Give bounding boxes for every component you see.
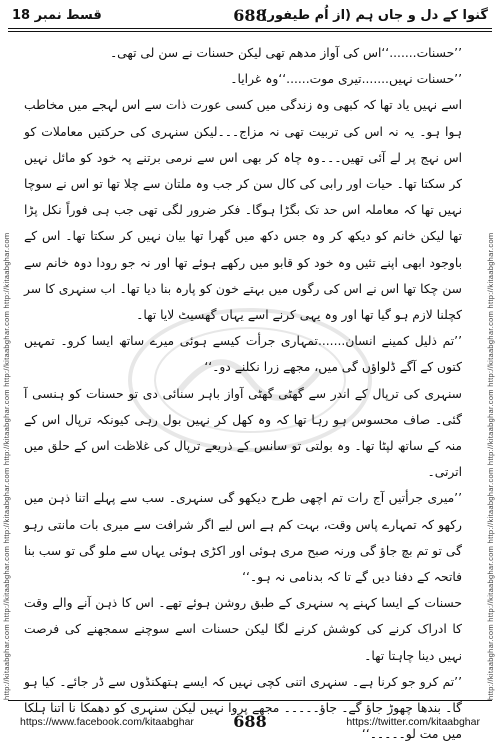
header-rule bbox=[8, 28, 492, 29]
header-rule-thin bbox=[8, 31, 492, 32]
paragraph: ’’تم ذلیل کمینے انسان.......تمہاری جرأت کیسے ہوئی میرے ساتھ ایسا کرو۔ تمہیں کتوں کے آگے ڈلواؤں گی میں، مجھے زرا نکلنے دو۔‘‘ bbox=[24, 334, 462, 375]
footer-rule bbox=[8, 700, 492, 701]
facebook-link[interactable]: https://www.facebook.com/kitaabghar bbox=[20, 716, 194, 728]
paragraph: حسنات کے ایسا کہنے پہ سنہری کے طبق روشن ہوئے تھے۔ اس کا ذہن آنے والے وقت کا ادراک کرنے کی کوشش کرنے لگا لیکن حسنات اسے سوچنے سمجھنے کی فرصت نہیں دینا چاہتا تھا۔ bbox=[24, 596, 462, 663]
header-page-number: 688 bbox=[233, 6, 267, 25]
paragraph: سنہری کی ترپال کے اندر سے گھٹی گھٹی آواز باہر سنائی دی تو حسنات کو ہنسی آ گئی۔ صاف محسوس ہو رہا تھا کہ وہ کھل کر نہیں بول رہی کیونکہ ترپال اس کے منہ کے ساتھ لپٹا تھا۔ وہ بولتی تو سانس کے ذریعے ترپال کی غلاظت اس کے حلق میں اترتی۔ bbox=[24, 386, 462, 480]
paragraph: ’’میری جرأتیں آج رات تم اچھی طرح دیکھو گی سنہری۔ سب سے پہلے اتنا ذہن میں رکھو کہ تمہارے پاس وقت، بہت کم ہے اس لیے اگر شرافت سے میری بات مانتی رہو گی تو تم بچ جاؤ گی ورنہ صبح مری ہوئی اور اکڑی ہوئی یہاں سے ملو گی تو سب بنا فاتحہ کے دفنا دیں گے تا کہ بدنامی نہ ہو۔‘‘ bbox=[24, 491, 462, 585]
episode-label: قسط نمبر 18 bbox=[12, 8, 102, 23]
page-footer bbox=[0, 712, 500, 732]
side-url-right: http://kitaabghar.com http://kitaabghar.com http://kitaabghar.com http://kitaabghar.com http://kitaabghar.com http://kitaabghar.com bbox=[486, 232, 495, 700]
paragraph: ’’تم کرو جو کرنا ہے۔ سنہری اتنی کچی نہیں کہ ایسے ہتھکنڈوں سے ڈر جائے۔ کیا ہو گا۔ بندھا چھوڑ جاؤ گے۔ جاؤ۔۔۔۔۔ مجھے پروا نہیں لیکن سنہری کو دھمکا نا اتنا ہلکا میں مت لو۔۔۔۔۔‘‘ bbox=[24, 674, 462, 742]
paragraph: ’’حسنات.......‘‘اس کی آواز مدھم تھی لیکن حسنات نے سن لی تھی۔ bbox=[109, 46, 462, 60]
novel-title: گنوا کے دل و جاں ہم (از اُم طیفور) bbox=[261, 8, 488, 23]
side-url-left: http://kitaabghar.com http://kitaabghar.com http://kitaabghar.com http://kitaabghar.com http://kitaabghar.com http://kitaabghar.com bbox=[2, 232, 11, 700]
page-header bbox=[0, 0, 500, 40]
paragraph: اسے نہیں یاد تھا کہ کبھی وہ زندگی میں کسی عورت ذات سے اس لہجے میں مخاطب ہوا ہو۔ یہ نہ اس کی تربیت تھی نہ مزاج۔۔۔لیکن سنہری کی حرکتیں معاملات کو اس نہج پر لے آئی تھیں۔۔۔وہ چاہ کر بھی اس سے نرمی برتنے پہ خود کو مائل نہیں کر سکتا تھا۔ حیات اور رابی کی کال سن کر جب وہ ملتان سے چلا تھا تو اس نے سوچا نہیں تھا کہ معاملہ اس حد تک بگڑا ہوگا۔ فکر ضرور لگی تھی جب ہی فوراً نکل پڑا تھا لیکن خانم کو دیکھ کر وہ جس دکھ میں گھرا تھا بیان نہیں کر سکتا تھا۔ اس کے باوجود ابھی اپنے تئیں وہ خود کو قابو میں رکھے ہوئے تھا اور نہ جو رودا دوہ خانم سے سن چکا تھا اس نے اس کی رگوں میں بہتے خون کو پارہ بنا دیا تھا۔ اب سنہری کا سر کچلنا لازم ہو گیا تھا اور وہ یہی کرنے اسے یہاں گھسیٹ لایا تھا۔ bbox=[24, 98, 462, 323]
twitter-link[interactable]: https://twitter.com/kitaabghar bbox=[346, 716, 480, 728]
paragraph: ’’حسنات نہیں.......تیری موت......‘‘وہ غرایا۔ bbox=[230, 72, 462, 87]
footer-page-number: 688 bbox=[233, 712, 267, 731]
